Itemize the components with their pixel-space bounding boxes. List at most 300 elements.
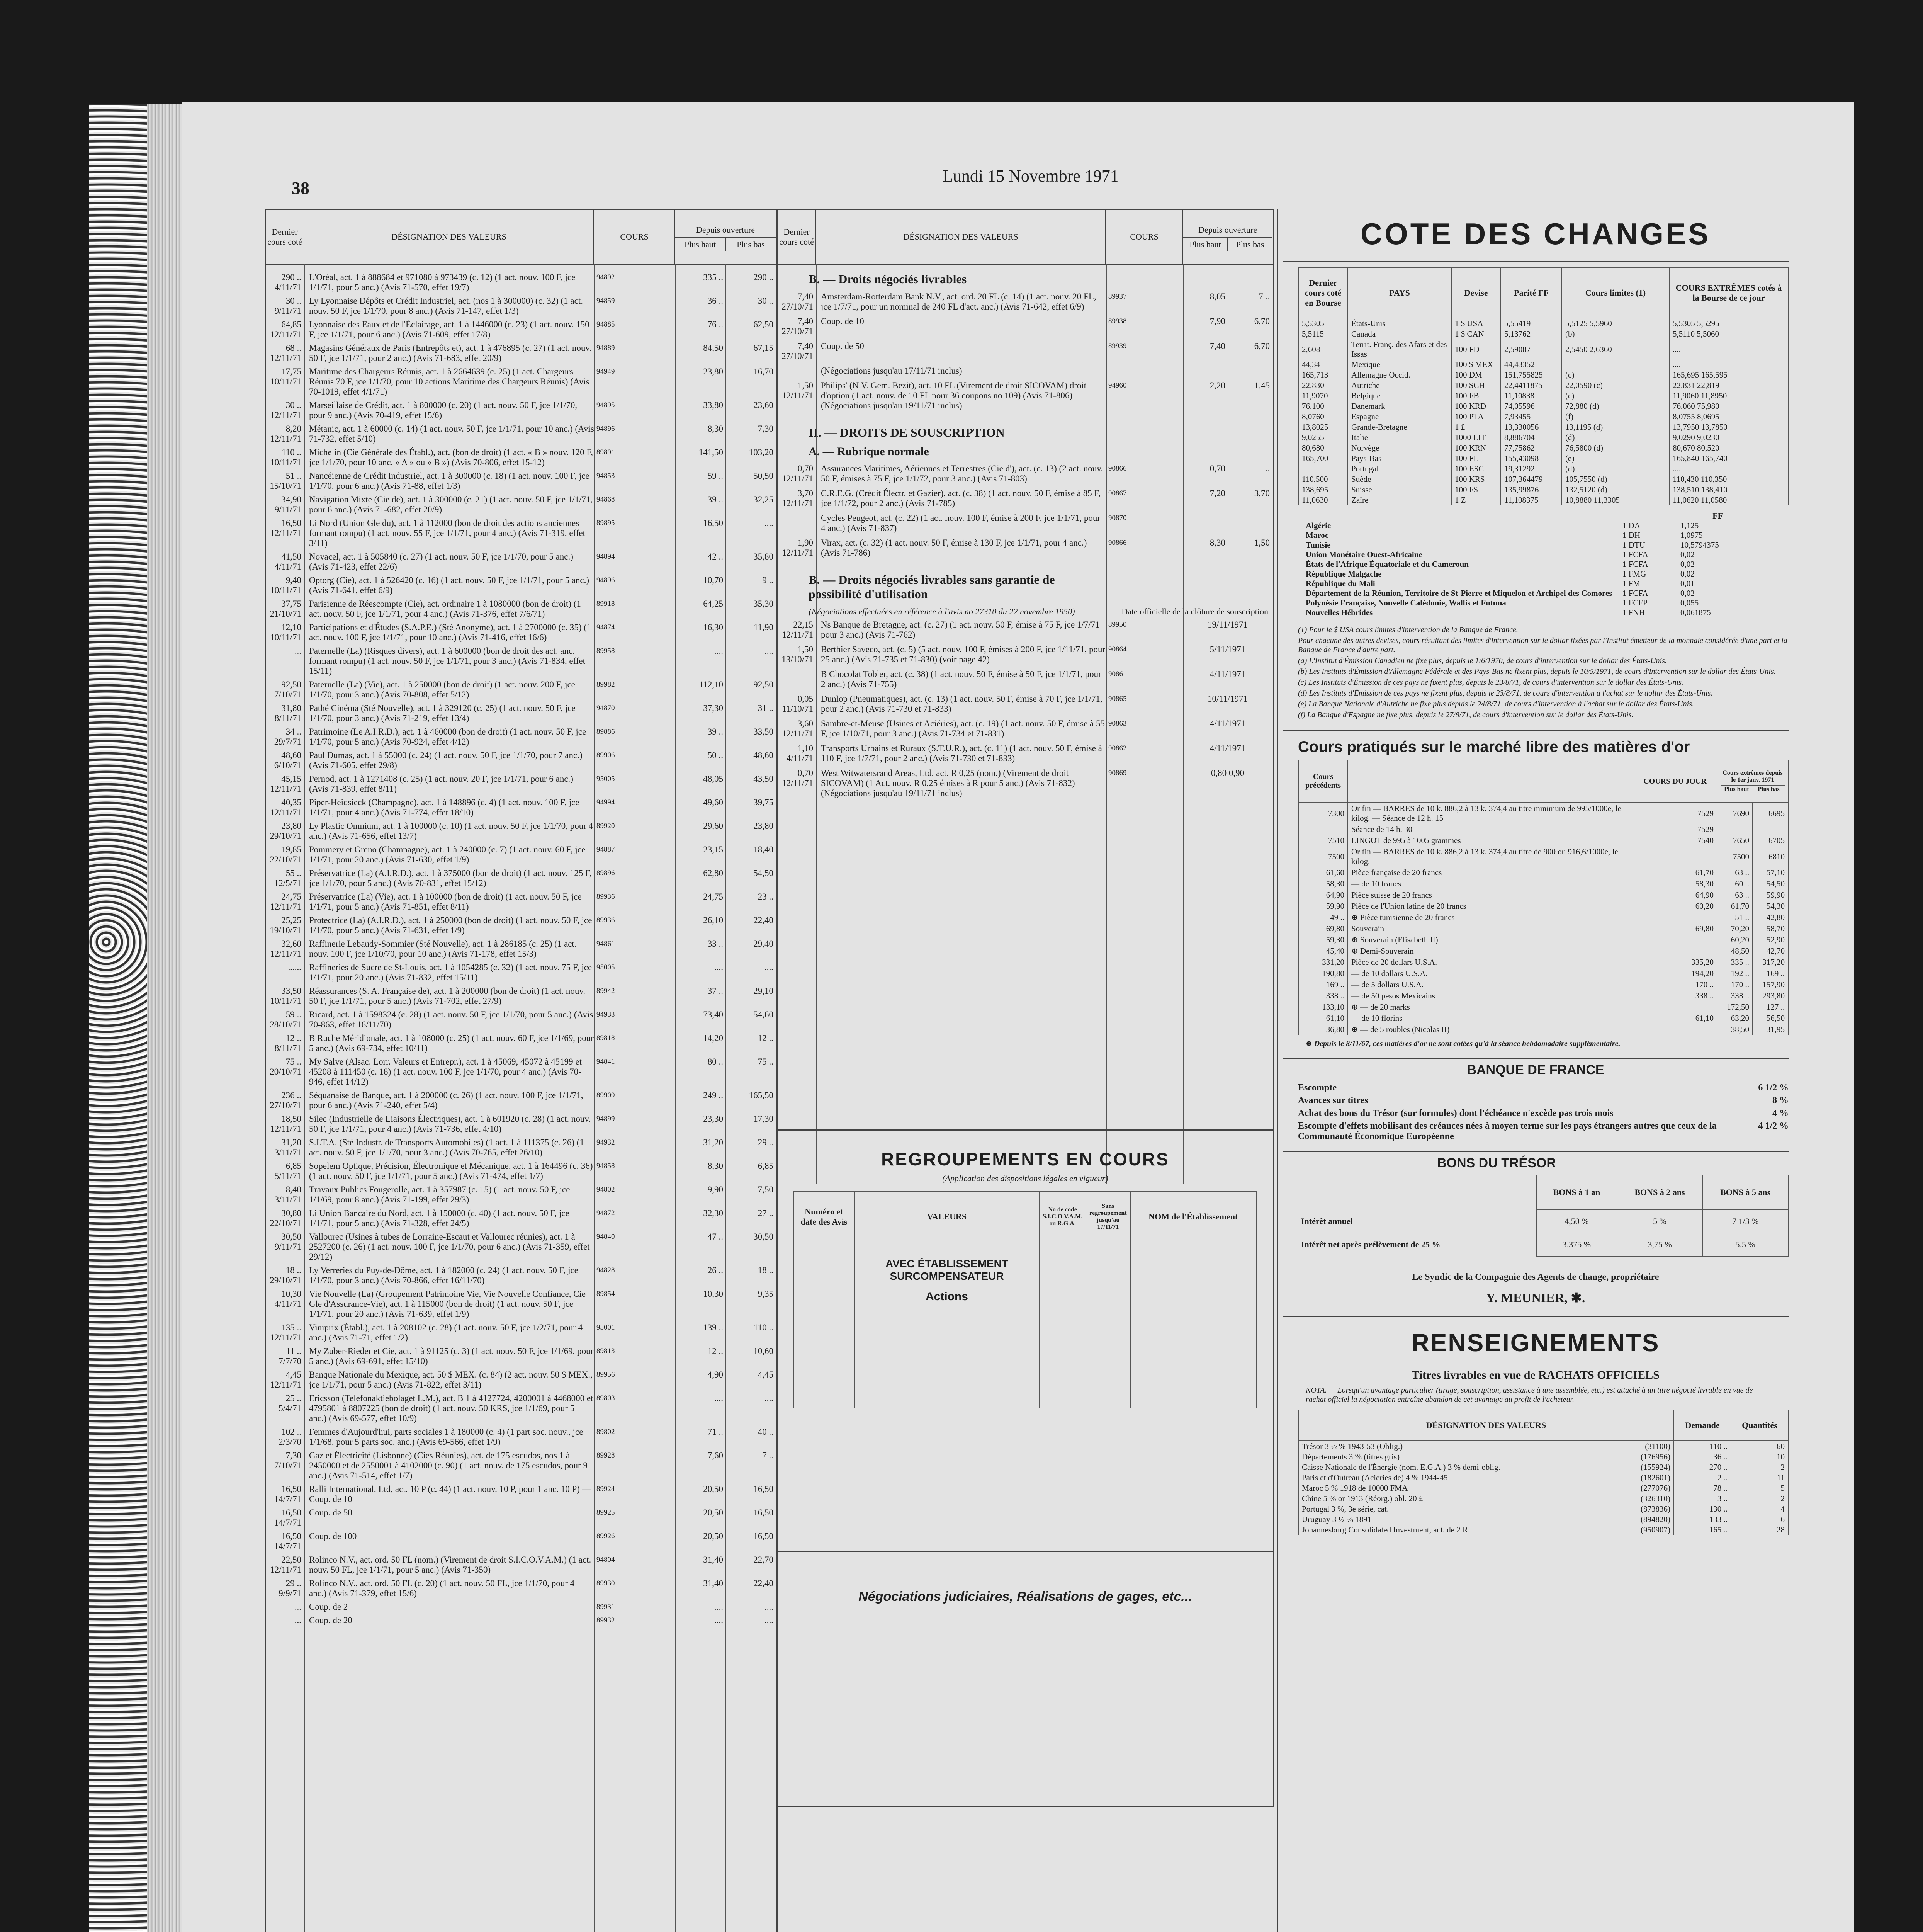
mid-designation: Cycles Peugeot, act. (c. 22) (1 act. nouv. 100 F, émise à 200 F, jce 1/1/71, pour 4 anc.) (Avis 71-837) [821,513,1101,533]
change-devise: 1000 LIT [1451,432,1501,443]
quote-code: 89813 [596,1347,615,1355]
mid-close-date: 19/11/1971 [1208,620,1248,629]
rens-name: Trésor 3 ½ % 1943-53 (Oblig.) [1302,1442,1403,1451]
quote-plus-bas: 35,30 [753,599,773,609]
change-pays: Allemagne Occid. [1348,370,1451,380]
ff-val: 0,055 [1680,598,1699,607]
quote-plus-haut: 12 .. [707,1346,723,1356]
quote-plus-bas: 16,50 [753,1508,773,1517]
quote-code: 94804 [596,1556,615,1564]
quote-row [266,961,776,985]
change-row [1298,380,1788,391]
or-lo: 6810 [1753,846,1788,867]
or-row [1298,968,1788,979]
mid-last-date: 0,70 12/11/71 [782,464,813,483]
quote-plus-haut: 23,80 [703,367,723,376]
mid-header-last: Dernier cours coté [778,210,816,264]
change-pays: États-Unis [1348,318,1451,329]
rens-quantite: 5 [1731,1483,1788,1493]
quote-row [266,1032,776,1056]
quote-code: 94892 [596,273,615,281]
ff-val: 0,061875 [1680,608,1711,617]
mid-code: 90863 [1108,719,1127,728]
quote-code: 94828 [596,1266,615,1274]
ff-val: 0,01 [1680,579,1695,588]
header-plus-bas: Plus bas [737,240,765,249]
quote-plus-bas: 12 .. [758,1033,773,1043]
mid-code: 90861 [1108,670,1127,678]
quote-row [266,1392,776,1426]
ff-pays: Tunisie [1306,540,1331,549]
change-ext: 165,840 165,740 [1669,453,1788,464]
rens-quantite: 11 [1731,1473,1788,1483]
quote-plus-bas: 75 .. [758,1057,773,1066]
quote-code: 89906 [596,751,615,759]
change-ext: 13,7950 13,7850 [1669,422,1788,432]
change-parite: 11,10838 [1501,391,1562,401]
ff-devise: 1 FM [1622,579,1641,588]
quote-code: 94868 [596,495,615,503]
mid-designation: C.R.E.G. (Crédit Électr. et Gazier), act. (c. 38) (1 act. nouv. 50 F, émise à 85 F, jce 1/1/72, pour 2 anc.) (Avis 71-785) [821,488,1101,508]
quote-plus-haut: 31,20 [703,1138,723,1147]
or-jour [1633,912,1717,923]
or-prec: 7500 [1298,846,1348,867]
ff-row [1298,531,1789,540]
or-lo: 157,90 [1753,979,1788,990]
quote-plus-haut: 8,30 [707,1161,723,1171]
change-parite: 11,108375 [1501,495,1562,505]
quote-last-date: ... [294,1602,301,1612]
quote-designation: Ly Verreries du Puy-de-Dôme, act. 1 à 182000 (c. 24) (1 act. nouv. 50 F, jce 1/1/70, pour 3 anc.) (Avis 70-866, effet 16/11/70) [309,1265,578,1285]
mid-quote-row [778,536,1273,561]
quote-last-date: 29 .. 9/9/71 [279,1578,301,1598]
ff-table [1298,511,1789,617]
change-row [1298,401,1788,412]
or-row [1298,878,1788,889]
or-label: Pièce de 20 dollars U.S.A. [1348,957,1633,968]
renseignements-nota: NOTA. — Lorsqu'un avantage particulier (tirage, souscription, assistance à une assemblée, etc.) est attaché à un titre négocié livrable en vue de rachat officiel la négociation entraîne abandon de cet avantage au profit de l'acheteur. [1306,1386,1753,1404]
or-label: Or fin — BARRES de 10 k. 886,2 à 13 k. 374,4 au titre de 900 ou 916,6/1000e, le kilog. [1348,846,1633,867]
or-hi: 70,20 [1717,923,1753,934]
ff-devise: 1 FCFA [1622,550,1648,559]
change-ext: 165,695 165,595 [1669,370,1788,380]
mid-designation: Philips' (N.V. Gem. Bezit), act. 10 FL (Virement de droit SICOVAM) droit d'option (1 act. nouv. de 10 FL pour 36 coupons no 109) (Avis 71-806) (Négociations jusqu'au 19/11/71 inclus) [821,381,1087,410]
rens-quantite: 4 [1731,1504,1788,1514]
rens-quantite: 10 [1731,1452,1788,1462]
quote-plus-haut: 50 .. [707,750,723,760]
change-row [1298,453,1788,464]
mid-plus-haut: 8,05 [1210,292,1225,301]
quote-row [266,1345,776,1369]
sectionA-rows [778,462,1273,561]
quote-designation: Piper-Heidsieck (Champagne), act. 1 à 148896 (c. 4) (1 act. nouv. 100 F, jce 1/1/71, pour 4 anc.) (Avis 71-774, effet 18/10) [309,798,579,817]
rens-quantite: 28 [1731,1525,1788,1535]
quote-plus-bas: .... [764,1616,773,1625]
header-depuis [675,210,776,264]
quote-last-date: 23,80 29/10/71 [270,821,301,841]
quote-designation: Travaux Publics Fougerolle, act. 1 à 357987 (c. 15) (1 act. nouv. 50 F, jce 1/1/69, pour 8 anc.) (Avis 71-199, effet 29/3) [309,1185,570,1204]
rens-row [1298,1493,1788,1504]
or-label: ⊕ — de 20 marks [1348,1002,1633,1013]
or-lo: 54,50 [1753,878,1788,889]
change-devise: 1 $ CAN [1451,329,1501,339]
quote-plus-haut: 42 .. [707,552,723,561]
quote-last-date: 30 .. 9/11/71 [274,296,301,316]
quote-last-date: 236 .. 27/10/71 [270,1090,301,1110]
sectionB2-title: B. — Droits négociés livrables sans garantie de possibilité d'utilisation [809,573,1055,601]
change-lim: (c) [1562,391,1669,401]
quote-last-date: 59 .. 28/10/71 [270,1010,301,1029]
or-jour: 338 .. [1633,990,1717,1002]
bdf-label: Escompte [1298,1083,1337,1093]
quote-last-date: 18 .. 29/10/71 [270,1265,301,1285]
quote-plus-haut: 29,60 [703,821,723,831]
change-last: 11,9070 [1298,391,1348,401]
or-jour: 60,20 [1633,901,1717,912]
quote-plus-bas: .... [764,963,773,972]
mid-designation: Coup. de 50 [821,341,864,351]
quote-row [266,446,776,470]
quote-code: 94896 [596,425,615,433]
ff-pays: République du Mali [1306,579,1375,588]
quote-designation: Marseillaise de Crédit, act. 1 à 800000 (c. 20) (1 act. nouv. 50 F, jce 1/1/70, pour 9 anc.) (Avis 70-419, effet 15/6) [309,400,578,420]
mid-designation: Ns Banque de Bretagne, act. (c. 27) (1 act. nouv. 50 F, émise à 75 F, jce 1/7/71 pour 3 anc.) (Avis 71-762) [821,620,1100,639]
quote-plus-bas: 29,10 [753,986,773,996]
quote-plus-bas: 17,30 [753,1114,773,1124]
change-parite: 135,99876 [1501,485,1562,495]
quote-plus-bas: .... [764,1602,773,1612]
quote-last-date: 16,50 14/7/71 [274,1508,301,1527]
quote-last-date: 17,75 10/11/71 [270,367,301,386]
or-lo: 293,80 [1753,990,1788,1002]
ff-val: 0,02 [1680,550,1695,559]
quote-plus-haut: 26,10 [703,915,723,925]
quote-last-date: 51 .. 15/10/71 [270,471,301,491]
change-last: 9,0255 [1298,432,1348,443]
quote-plus-bas: 11,90 [754,622,773,632]
quote-plus-bas: 48,60 [753,750,773,760]
or-lo: 317,20 [1753,957,1788,968]
quote-code: 94885 [596,320,615,328]
or-jour: 69,80 [1633,923,1717,934]
rens-demande: 3 .. [1674,1493,1731,1504]
quote-row [266,598,776,621]
rens-code: (155924) [1641,1463,1670,1472]
rens-code: (894820) [1641,1515,1670,1524]
quote-row [266,679,776,702]
mid-designation: (Négociations jusqu'au 17/11/71 inclus) [821,366,962,376]
quote-designation: My Salve (Alsac. Lorr. Valeurs et Entrepr.), act. 1 à 45069, 45072 à 45199 et 45208 à 111450 (c. 18) (1 act. nouv. 100 F, jce 1/1/70, pour 4 anc.) (Avis 70-946, effet 14/12) [309,1057,582,1087]
quote-code: 94896 [596,576,615,584]
quote-plus-haut: 84,50 [703,343,723,353]
or-row [1298,824,1788,835]
or-prec: 133,10 [1298,1002,1348,1013]
regroupements-title: REGROUPEMENTS EN COURS [881,1149,1169,1169]
ff-row [1298,560,1789,569]
quote-plus-bas: 27 .. [758,1208,773,1218]
mid-plus-haut [1183,366,1228,376]
rens-name: Paris et d'Outreau (Aciéries de) 4 % 1944-45 [1302,1473,1448,1482]
quote-plus-haut: .... [714,646,723,656]
sectionB2-date-header: Date officielle de la clôture de souscription [1121,607,1268,616]
ff-devise: 1 FMG [1622,569,1646,578]
renseignements-title: RENSEIGNEMENTS [1411,1329,1660,1357]
rens-code: (31100) [1645,1442,1670,1451]
quote-designation: Viniprix (Établ.), act. 1 à 208102 (c. 28) (1 act. nouv. 50 F, jce 1/2/71, pour 4 anc.) (Avis 71-71, effet 1/2) [309,1323,583,1342]
or-prec: 7300 [1298,803,1348,824]
quote-code: 94994 [596,798,615,806]
quote-code: 89891 [596,448,615,456]
or-hi [1717,824,1753,835]
mid-last-date: 1,90 12/11/71 [782,538,813,558]
change-devise: 100 KRN [1451,443,1501,453]
quote-last-date: 16,50 12/11/71 [270,518,301,538]
change-ext: 80,670 80,520 [1669,443,1788,453]
change-devise: 100 KRS [1451,474,1501,485]
quote-designation: Vallourec (Usines à tubes de Lorraine-Escaut et Vallourec réunies), act. 1 à 2527200 (c. 26) (1 act. nouv. 100 F, jce 1/1/70, pour 6 anc.) (Avis 71-359, effet 29/12) [309,1232,590,1262]
change-row [1298,422,1788,432]
quote-plus-bas: 110 .. [754,1323,773,1332]
bons-val: 3,375 % [1536,1233,1617,1256]
or-prec: 59,90 [1298,901,1348,912]
left-rows [266,265,776,1628]
bons-label: Intérêt annuel [1301,1216,1353,1226]
quote-plus-bas: 103,20 [749,447,773,457]
or-hi: 60 .. [1717,878,1753,889]
quote-row [266,985,776,1009]
change-last: 13,8025 [1298,422,1348,432]
quote-row [266,621,776,645]
mid-code: 89939 [1108,342,1127,350]
bdf-rows [1298,1082,1789,1143]
sectionA-title: A. — Rubrique normale [809,445,929,458]
or-row [1298,846,1788,867]
rens-name: Portugal 3 %, 3e série, cat. [1302,1504,1389,1514]
quote-code: 94932 [596,1138,615,1146]
quote-designation: Michelin (Cie Générale des Établ.), act. (bon de droit) (1 act. « B » nouv. 120 F, jce 1/1/70, pour 10 anc. « A » ou « B ») (Avis 70-806, effet 15-12) [309,447,593,467]
ff-devise: 1 DTU [1622,540,1645,549]
bdf-row [1298,1082,1789,1094]
quote-plus-haut: 33 .. [707,939,723,949]
mid-quote-row [778,364,1273,379]
quote-plus-bas: 32,25 [753,495,773,504]
or-label: Souverain [1348,923,1633,934]
quote-designation: Ralli International, Ltd, act. 10 P (c. 44) (1 act. nouv. 10 P, pour 1 anc. 10 P) — Coup. de 10 [309,1484,591,1504]
sectionB2-rows [778,618,1273,801]
mid-designation: Berthier Saveco, act. (c. 5) (5 act. nouv. 100 F, émises à 200 F, jce 1/11/71, pour 25 anc.) (Avis 71-735 et 71-830) (voir page 42) [821,645,1106,664]
quote-code: 89928 [596,1451,615,1459]
quote-code: 89932 [596,1616,615,1624]
bdf-label: Escompte d'effets mobilisant des créances nées à moyen terme sur les pays étrangers autres que ceux de la Communauté Économique Européenne [1298,1121,1717,1141]
quote-row [266,914,776,938]
quote-last-date: 8,20 12/11/71 [270,424,301,444]
quote-code: 89925 [596,1509,615,1517]
quote-designation: L'Oréal, act. 1 à 888684 et 971080 à 973439 (c. 12) (1 act. nouv. 100 F, jce 1/1/71, pour 5 anc.) (Avis 71-570, effet 19/7) [309,272,576,292]
or-label: ⊕ Souverain (Elisabeth II) [1348,934,1633,946]
quote-plus-haut: 62,80 [703,868,723,878]
quote-designation: Nancéienne de Crédit Industriel, act. 1 à 300000 (c. 18) (1 act. nouv. 100 F, jce 1/1/70, pour 6 anc.) (Avis 71-88, effet 1/3) [309,471,589,491]
quote-code: 89918 [596,600,615,608]
mid-header-plus-haut: Plus haut [1183,238,1228,251]
mid-designation: Assurances Maritimes, Aériennes et Terrestres (Cie d'), act. (c. 13) (2 act. nouv. 50 F, émises à 75 F, jce 1/1/72, pour 3 anc.) (Avis 71-803) [821,464,1103,483]
mid-last-date: 22,15 12/11/71 [782,620,813,639]
or-prec: 45,40 [1298,946,1348,957]
or-prec: 49 .. [1298,912,1348,923]
mid-quote-row [778,717,1273,742]
sectionII-title: II. — DROITS DE SOUSCRIPTION [809,425,1005,439]
quote-designation: Raffinerie Lebaudy-Sommier (Sté Nouvelle), act. 1 à 286185 (c. 25) (1 act. nouv. 100 F, jce 1/10/70, pour 10 anc.) (Avis 71-178, effet 15/3) [309,939,577,959]
quote-code: 95005 [596,775,615,783]
quote-plus-bas: 22,70 [753,1555,773,1565]
or-jour [1633,946,1717,957]
change-last: 5,5305 [1298,318,1348,329]
quote-row [266,1089,776,1113]
quote-plus-haut: 23,15 [703,845,723,854]
quote-plus-bas: 290 .. [753,272,773,282]
quote-row [266,1056,776,1089]
quote-designation: S.I.T.A. (Sté Industr. de Transports Automobiles) (1 act. 1 à 111375 (c. 26) (1 act. nouv. 50 F, jce 1/1/70, pour 3 anc.) (Avis 70-765, effet 26/10) [309,1138,584,1157]
ff-val: 0,02 [1680,569,1695,578]
quote-plus-bas: 18 .. [758,1265,773,1275]
quote-last-date: 30,80 22/10/71 [270,1208,301,1228]
mid-code: 90866 [1108,539,1127,547]
or-hi: 63,20 [1717,1013,1753,1024]
quote-code: 89886 [596,728,615,736]
change-lim: 2,5450 2,6360 [1562,339,1669,359]
change-row [1298,329,1788,339]
header-last: Dernier cours coté [266,210,304,264]
quote-row [266,1207,776,1231]
change-parite: 107,364479 [1501,474,1562,485]
bons-val: 7 1/3 % [1702,1210,1788,1233]
mid-designation: Dunlop (Pneumatiques), act. (c. 13) (1 act. nouv. 50 F, émise à 70 F, jce 1/1/71, pour 2 anc.) (Avis 71-730 et 71-833) [821,694,1102,714]
or-hi: 170 .. [1717,979,1753,990]
change-ext: .... [1669,339,1788,359]
or-label: — de 10 florins [1348,1013,1633,1024]
bons-row [1298,1210,1788,1233]
change-note: (f) La Banque d'Espagne ne fixe plus, depuis le 27/8/71, de cours d'intervention sur le dollar des États-Unis. [1298,711,1634,719]
quote-last-date: 41,50 4/11/71 [274,552,301,571]
mid-last-date: 7,40 27/10/71 [781,341,813,361]
change-parite: 5,55419 [1501,318,1562,329]
mid-header-plus-bas: Plus bas [1236,240,1264,249]
mid-quote-row [778,315,1273,340]
or-title: Cours pratiqués sur le marché libre des matières d'or [1298,738,1690,755]
bdf-title: BANQUE DE FRANCE [1467,1063,1604,1077]
change-lim: (f) [1562,412,1669,422]
page-date: Lundi 15 Novembre 1971 [943,167,1119,185]
quote-designation: Métanic, act. 1 à 60000 (c. 14) (1 act. nouv. 50 F, jce 1/1/71, pour 10 anc.) (Avis 71-732, effet 5/10) [309,424,594,444]
quote-plus-haut: 141,50 [698,447,723,457]
bdf-row [1298,1107,1789,1120]
header-depuis-label: Depuis ouverture [696,225,755,235]
quote-plus-bas: 23,80 [753,821,773,831]
quote-designation: Pommery et Greno (Champagne), act. 1 à 240000 (c. 7) (1 act. nouv. 60 F, jce 1/1/71, pour 20 anc.) (Avis 71-630, effet 1/9) [309,845,586,864]
mid-last-date: 3,60 12/11/71 [782,719,813,738]
change-last: 138,695 [1298,485,1348,495]
quote-designation: Rolinco N.V., act. ord. 50 FL (nom.) (Virement de droit S.I.C.O.V.A.M.) (1 act. nouv. 50 FL, jce 1/1/71, pour 5 anc.) (Avis 71-350) [309,1555,591,1575]
or-table [1298,760,1789,1035]
quote-designation: Séquanaise de Banque, act. 1 à 200000 (c. 26) (1 act. nouv. 100 F, jce 1/1/71, pour 6 anc.) (Avis 71-240, effet 5/4) [309,1090,583,1110]
quote-plus-haut: 71 .. [707,1427,723,1437]
quote-designation: Ly Lyonnaise Dépôts et Crédit Industriel, act. (nos 1 à 300000) (c. 32) (1 act. nouv. 50 F, jce 1/1/70, pour 8 anc.) (Avis 71-147, effet 1/3) [309,296,583,316]
quote-last-date: 24,75 12/11/71 [270,892,301,912]
quote-designation: Maritime des Chargeurs Réunis, act. 1 à 2664639 (c. 25) (1 act. Chargeurs Réunis 70 F, jce 1/1/70, pour 10 actions Maritime des Chargeurs Réunis) (Avis 70-1019, effet 4/1/71) [309,367,589,396]
mid-designation: Coup. de 10 [821,316,864,326]
or-hi: 7690 [1717,803,1753,824]
quote-designation: Li Union Bancaire du Nord, act. 1 à 150000 (c. 40) (1 act. nouv. 50 F, jce 1/1/71, pour 5 anc.) (Avis 71-328, effet 24/5) [309,1208,569,1228]
mid-code: 89950 [1108,621,1127,629]
quote-last-date: 68 .. 12/11/71 [270,343,301,363]
or-col-jour: COURS DU JOUR [1633,760,1717,803]
change-lim: 22,0590 (c) [1562,380,1669,391]
change-pays: Zaïre [1348,495,1451,505]
or-col-prec: Cours précédents [1298,760,1348,803]
change-pays: Pays-Bas [1348,453,1451,464]
quote-code: 89958 [596,647,615,655]
quote-last-date: 22,50 12/11/71 [270,1555,301,1575]
quote-plus-bas: 16,70 [753,367,773,376]
middle-quotes-column [776,209,1274,1807]
mid-quote-row [778,379,1273,414]
quote-last-date: ... [294,646,301,656]
quote-plus-haut: 59 .. [707,471,723,481]
quote-last-date: 34 .. 29/7/71 [274,727,301,747]
change-last: 22,830 [1298,380,1348,391]
quote-last-date: 10,30 4/11/71 [274,1289,301,1309]
quote-plus-haut: .... [714,1616,723,1625]
mid-last-date: 3,70 12/11/71 [782,488,813,508]
quote-row [266,891,776,914]
ff-pays: Union Monétaire Ouest-Africaine [1306,550,1422,559]
quote-designation: Coup. de 20 [309,1616,352,1625]
regroup-actions: Actions [925,1290,968,1303]
quote-row [266,318,776,342]
ff-pays: Nouvelles Hébrides [1306,608,1373,617]
rens-code: (873836) [1641,1504,1670,1514]
quote-plus-bas: .... [764,518,773,528]
quote-plus-haut: 10,30 [703,1289,723,1299]
quote-designation: Silec (Industrielle de Liaisons Électriques), act. 1 à 601920 (c. 28) (1 act. nouv. 50 F, jce 1/1/71, pour 4 anc.) (Avis 71-736, effet 4/10) [309,1114,591,1134]
quote-code: 89936 [596,893,615,901]
rens-quantite: 6 [1731,1514,1788,1525]
rens-demande: 130 .. [1674,1504,1731,1514]
quote-row [266,1184,776,1207]
quote-code: 94802 [596,1185,615,1194]
or-jour: 58,30 [1633,878,1717,889]
or-label: Pièce de l'Union latine de 20 francs [1348,901,1633,912]
mid-quote-row [778,692,1273,717]
quote-row [266,517,776,551]
change-pays: Espagne [1348,412,1451,422]
or-label: — de 10 dollars U.S.A. [1348,968,1633,979]
mid-plus-bas: 3,70 [1254,488,1270,498]
ff-row [1298,588,1789,598]
or-hi: 48,50 [1717,946,1753,957]
ff-val: 0,02 [1680,560,1695,569]
or-row [1298,867,1788,878]
regroup-col-code: No de code S.I.C.O.V.A.M. ou R.G.A. [1039,1192,1086,1242]
change-devise: 100 FS [1451,485,1501,495]
quote-last-date: 55 .. 12/5/71 [274,868,301,888]
mid-last-date: 7,40 27/10/71 [781,292,813,311]
rens-row [1298,1504,1788,1514]
quote-plus-haut: 10,70 [703,575,723,585]
quote-code: 94899 [596,1115,615,1123]
quote-plus-bas: .... [764,646,773,656]
regroup-surcompensateur: AVEC ÉTABLISSEMENT SURCOMPENSATEUR [885,1258,1008,1282]
quote-last-date: 7,30 7/10/71 [274,1451,301,1470]
